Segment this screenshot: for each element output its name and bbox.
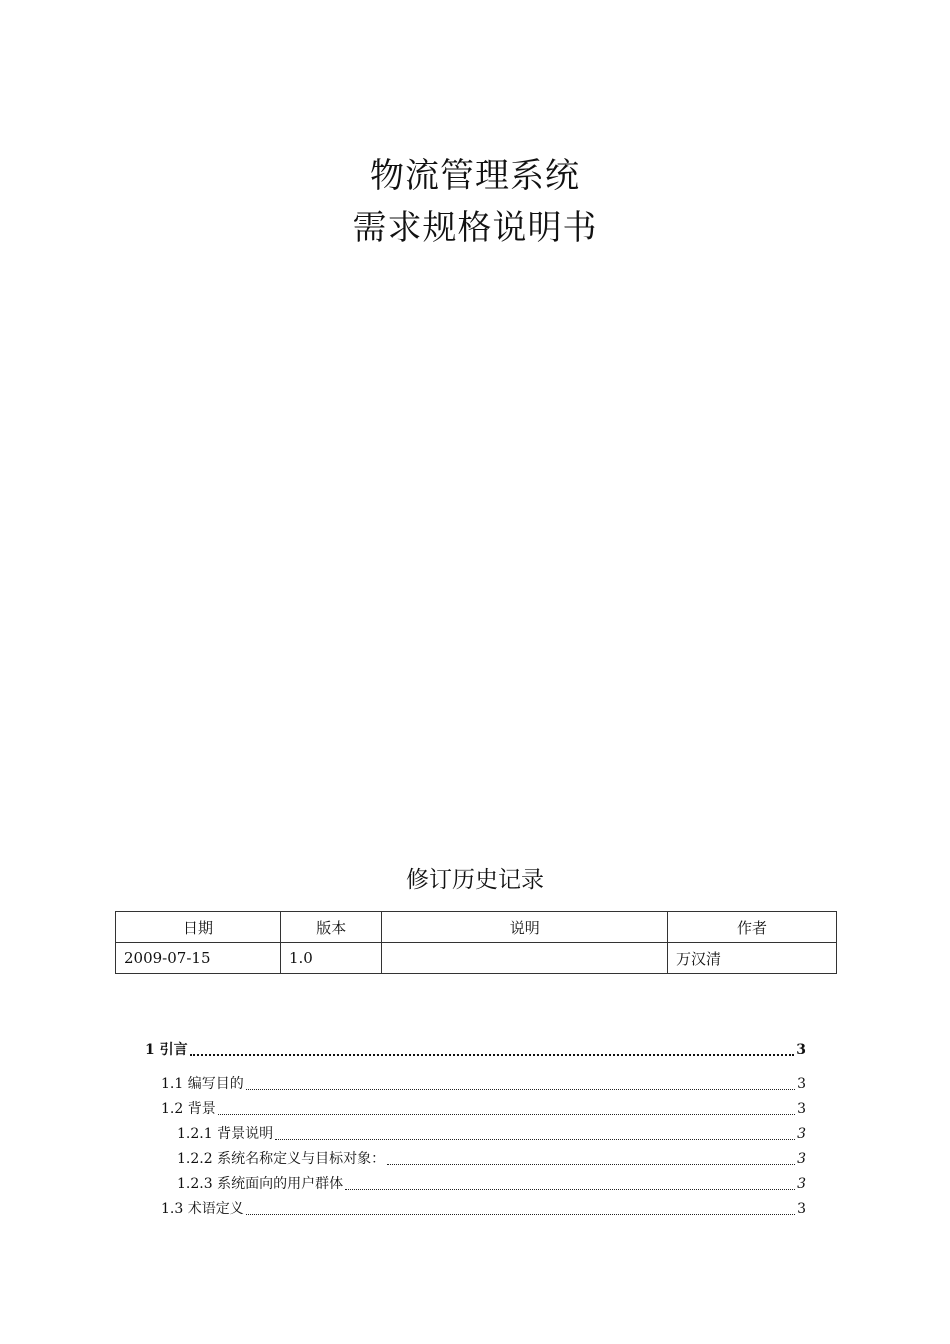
revision-history-title: 修订历史记录 <box>406 867 544 893</box>
toc-entry-page: 3 <box>796 1042 806 1058</box>
toc-entry-label: 1.2.1 背景说明 <box>177 1126 274 1142</box>
table-row <box>116 943 837 974</box>
toc-entry-page: 3 <box>797 1101 806 1117</box>
toc-entry-label: 1.3 术语定义 <box>161 1201 244 1217</box>
toc-entry-label: 1.2.3 系统面向的用户群体 <box>177 1176 344 1192</box>
toc-entry[interactable] <box>161 1198 806 1220</box>
toc-dot-leader <box>190 1053 795 1056</box>
cell-description <box>382 943 668 974</box>
column-header-version: 版本 <box>280 912 381 943</box>
column-header-author: 作者 <box>667 912 836 943</box>
toc-entry-page: 3 <box>797 1076 806 1092</box>
toc-dot-leader <box>246 1088 795 1090</box>
toc-entry-label: 1.2.2 系统名称定义与目标对象： <box>177 1151 386 1167</box>
toc-dot-leader <box>387 1163 795 1165</box>
title-line-1: 物流管理系统 <box>370 156 580 196</box>
toc-entry-label: 1.1 编写目的 <box>161 1076 244 1092</box>
toc-entry-page: 3 <box>797 1151 806 1167</box>
toc-entry[interactable] <box>161 1073 806 1095</box>
toc-entry[interactable] <box>161 1098 806 1120</box>
toc-dot-leader <box>275 1138 795 1140</box>
document-title <box>0 150 950 254</box>
revision-header-row <box>116 912 837 943</box>
toc-entry[interactable] <box>145 1039 806 1061</box>
column-header-date: 日期 <box>116 912 281 943</box>
toc-entry[interactable] <box>177 1123 806 1145</box>
toc-entry-label: 1 引言 <box>145 1042 188 1058</box>
toc-entry-label: 1.2 背景 <box>161 1101 216 1117</box>
toc-entry-page: 3 <box>797 1126 806 1142</box>
toc-dot-leader <box>218 1113 795 1115</box>
toc-dot-leader <box>246 1213 795 1215</box>
toc-entry[interactable] <box>177 1173 806 1195</box>
toc-entry[interactable] <box>177 1148 806 1170</box>
cell-date: 2009-07-15 <box>116 943 281 974</box>
title-line-2: 需求规格说明书 <box>352 208 598 248</box>
revision-history-table <box>115 911 837 974</box>
cell-author: 万汉清 <box>667 943 836 974</box>
toc-dot-leader <box>345 1188 795 1190</box>
column-header-description: 说明 <box>382 912 668 943</box>
toc-entry-page: 3 <box>797 1176 806 1192</box>
toc-entry-page: 3 <box>797 1201 806 1217</box>
cell-version: 1.0 <box>280 943 381 974</box>
